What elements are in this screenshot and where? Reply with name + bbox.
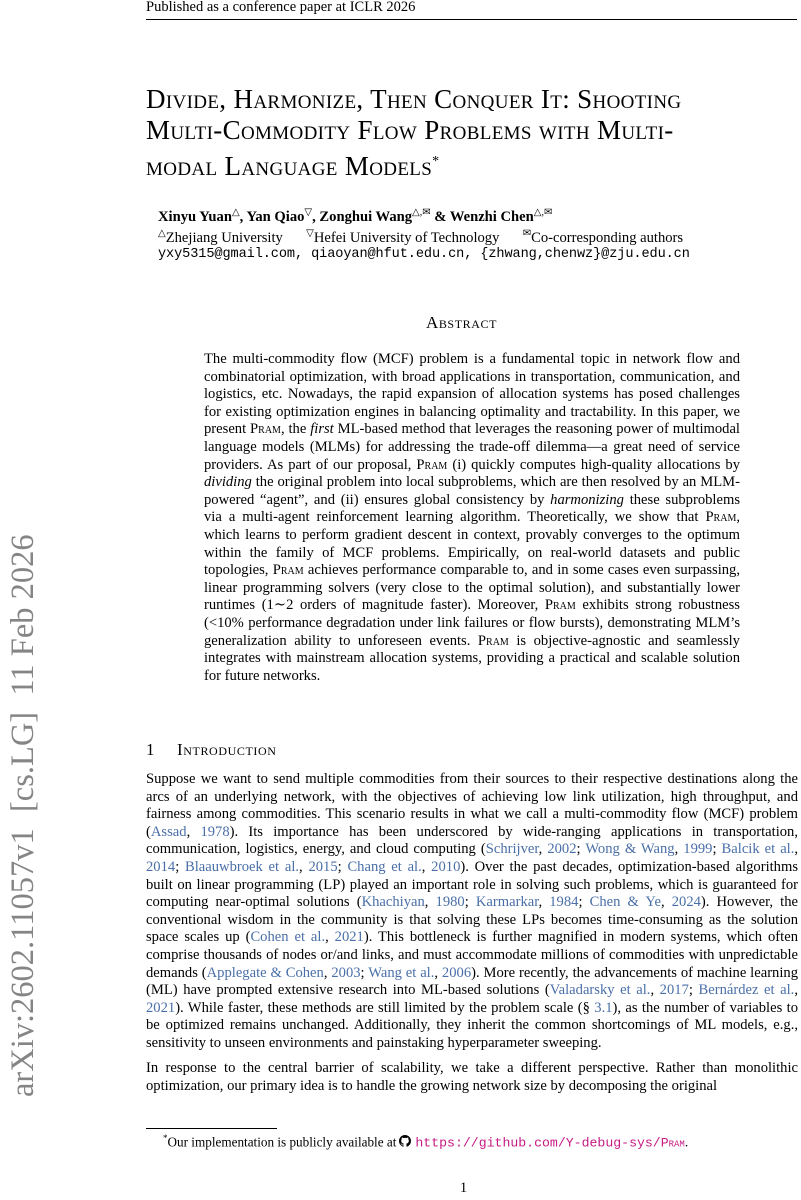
author-affil-mark: ▽: [304, 207, 313, 218]
body-text: ). Its importance has been underscored by wide-ranging applications in transportation, communication, logistics, energy, and cloud computing (: [146, 823, 799, 858]
abstract-text: the original problem into local subproblems, which are then resolved by an MLM-powered “agent”, and (ii) ensures global consistency by: [204, 474, 740, 508]
citation-year-link[interactable]: 2021: [146, 999, 176, 1016]
affiliation: Zhejiang University: [165, 229, 283, 246]
arxiv-stamp: [0, 0, 44, 1200]
title-line-1: Divide, Harmonize, Then Conquer It: Shooting: [146, 84, 682, 114]
affiliation: Co-corresponding authors: [531, 229, 684, 246]
affil-mark: ▽: [306, 228, 314, 239]
author-name: Xinyu Yuan: [158, 208, 232, 225]
footnote-end: .: [684, 1134, 689, 1150]
body-text: ). While faster, these methods are still limited by the problem scale (§: [175, 999, 595, 1016]
citation-year-link[interactable]: 1980: [435, 894, 465, 911]
page-number: 1: [459, 1180, 468, 1196]
citation-link[interactable]: Applegate & Cohen: [206, 964, 324, 981]
citation-link[interactable]: Cohen et al.: [250, 929, 326, 946]
section-number: 1: [146, 740, 155, 759]
citation-link[interactable]: Khachiyan: [361, 894, 425, 911]
affil-mark: △: [158, 228, 166, 239]
body-text: ). However, the conventional wisdom in the community is that solving these LPs becomes time-consuming as the solution space scales up (: [146, 894, 798, 946]
introduction-body: [146, 771, 798, 1095]
abstract-text: , the: [280, 421, 311, 438]
arxiv-stamp-text: arXiv:2602.11057v1 [cs.LG] 11 Feb 2026: [5, 534, 41, 1097]
citation-link[interactable]: Chang et al.: [347, 858, 422, 875]
citation-link[interactable]: Blaauwbroek et al.: [185, 858, 300, 875]
citation-year-link[interactable]: 2017: [659, 982, 689, 999]
citation-link[interactable]: Assad: [150, 823, 187, 840]
citation-year-link[interactable]: 2024: [671, 894, 701, 911]
abstract-text: , which learns to perform gradient descent in context, provably converges to the optimum within the family of MCF problems. Empirically, on real-world datasets and public topologies,: [204, 509, 740, 579]
method-name: Pram: [272, 562, 304, 579]
footnote-mark: *: [163, 1133, 168, 1143]
repository-link[interactable]: https://github.com/Y-debug-sys/Pram: [415, 1135, 685, 1151]
author-name: Yan Qiao: [246, 208, 305, 225]
running-header: Published as a conference paper at ICLR 2026: [146, 0, 416, 15]
citation-link[interactable]: Schrijver: [485, 841, 539, 858]
footnote-rule: [146, 1128, 277, 1129]
abstract-text: exhibits strong robustness (<10% performance degradation under link failures or flow bursts), demonstrating MLM’s generalization ability to unforeseen events.: [204, 597, 740, 649]
emphasis: harmonizing: [550, 491, 624, 508]
github-icon: [399, 1135, 411, 1147]
method-name: Pram: [477, 632, 509, 649]
author-name: Zonghui Wang: [319, 208, 413, 225]
author-affil-mark: △: [231, 207, 240, 218]
citation-year-link[interactable]: 2010: [431, 858, 461, 875]
body-text: Suppose we want to send multiple commodities from their sources to their respective destinations along the arcs of an underlying network, with the objectives of achieving low link utilization, high throughput, and fairness among commodities. This scenario results in what we call a multi-commodity flow (MCF) problem (: [146, 771, 798, 840]
title-line-3: [146, 146, 801, 181]
emphasis: dividing: [204, 474, 252, 491]
body-text: ). Over the past decades, optimization-based algorithms built on linear programming (LP) played an important role in solving such problems, which is guaranteed for computing near-optimal solutions (: [146, 858, 798, 911]
affiliation: Hefei University of Technology: [313, 229, 500, 246]
author-name: Wenzhi Chen: [449, 208, 534, 225]
affiliations: [158, 228, 683, 247]
citation-link[interactable]: Valadarsky et al.: [549, 982, 651, 999]
method-name: Pram: [250, 421, 281, 438]
abstract-text: is objective-agnostic and seamlessly integrates with mainstream allocation systems, providing a practical and scalable solution for future networks.: [204, 632, 740, 684]
citation-link[interactable]: Karmarkar: [475, 894, 539, 911]
method-name: Pram: [416, 456, 448, 473]
author-affil-mark: △,✉: [533, 207, 553, 218]
abstract-text: The multi-commodity flow (MCF) problem is a fundamental topic in network flow and combinatorial optimization, with broad applications in transportation, communication, and logistics, etc. Nowadays, the rapid expansion of allocation systems has posed challenges for existing optimization engines in balancing optimality and tractability. In this paper, we present: [204, 351, 740, 438]
section-title: Introduction: [177, 740, 277, 759]
abstract-heading: Abstract: [425, 313, 498, 332]
abstract-text: achieves performance comparable to, and in some cases even surpassing, linear programming solvers (very close to the optimal solution), and substantially lower runtimes (1∼2 orders of magnitude faster). Moreover,: [204, 562, 740, 614]
author-affil-mark: △,✉: [412, 207, 431, 218]
citation-year-link[interactable]: 2006: [441, 964, 472, 981]
paper-title: [146, 84, 801, 181]
citation-year-link[interactable]: 2014: [146, 858, 176, 875]
citation-year-link[interactable]: 2003: [331, 964, 361, 981]
title-line-3-text: modal Language Models: [146, 151, 433, 181]
abstract-text: these subproblems via a multi-agent reinforcement learning algorithm. Theoretically, we show that: [204, 491, 740, 526]
body-text: ). This bottleneck is further magnified in modern systems, which often comprise thousands of nodes or/and links, and must accommodate millions of commodities with unpredictable demands (: [146, 929, 798, 981]
affil-mark: ✉: [522, 228, 532, 239]
citation-link[interactable]: Balcik et al.: [721, 841, 795, 858]
paragraph: In response to the central barrier of scalability, we take a different perspective. Rather than monolithic optimization, our primary idea is to handle the growing network size by decomposing the original: [146, 1060, 798, 1094]
citation-year-link[interactable]: 2002: [547, 841, 577, 858]
method-name: Pram: [705, 509, 737, 526]
citation-link[interactable]: Wong & Wang: [585, 841, 675, 858]
citation-link[interactable]: Wang et al.: [368, 964, 435, 981]
title-footnote-mark: *: [432, 154, 440, 169]
abstract-body: [204, 351, 740, 685]
header-rule: [146, 19, 797, 20]
page-number-row: [0, 1180, 801, 1197]
citation-year-link[interactable]: 2021: [334, 929, 364, 946]
emphasis: first: [310, 421, 334, 438]
method-name: Pram: [544, 597, 576, 614]
paragraph: Suppose we want to send multiple commodities from their sources to their respective destinations along the arcs of an underlying network, with the objectives of achieving low link utilization, high throughput, and fairness among commodities. This scenario results in what we call a multi-commodity flow (MCF) problem (Assad, 1978). Its importance has been underscored by wide-ranging applications in transportation, communication, logistics, energy, and cloud computing (Schrijver, 2002; Wong & Wang, 1999; Balcik et al., 2014; Blaauwbroek et al., 2015; Chang et al., 2010). Over the past decades, optimization-based algorithms built on linear programming (LP) played an important role in solving such problems, which is guaranteed for computing near-optimal solutions (Khachiyan, 1980; Karmarkar, 1984; Chen & Ye, 2024). However, the conventional wisdom in the community is that solving these LPs becomes time-consuming as the solution space scales up (Cohen et al., 2021). This bottleneck is further magnified in modern systems, which often comprise thousands of nodes or/and links, and must accommodate millions of commodities with unpredictable demands (Applegate & Cohen, 2003; Wang et al., 2006). More recently, the advancements of machine learning (ML) have prompted extensive research into ML-based solutions (Valadarsky et al., 2017; Bernárdez et al., 2021). While faster, these methods are still limited by the problem scale (§ 3.1), as the number of variables to be optimized remains unchanged. Additionally, they inherit the common shortcomings of ML models, e.g., sensitivity to unseen environments and painstaking hyperparameter sweeping.: [146, 771, 799, 1051]
abstract-text: (i) quickly computes high-quality allocations by: [447, 456, 740, 473]
citation-year-link[interactable]: 1978: [200, 823, 230, 840]
author-emails: yxy5315@gmail.com, qiaoyan@hfut.edu.cn, {zhwang,chenwz}@zju.edu.cn: [158, 247, 690, 262]
citation-link[interactable]: Bernárdez et al.: [698, 982, 795, 999]
body-text: ). More recently, the advancements of machine learning (ML) have prompted extensive research into ML-based solutions (: [146, 964, 798, 999]
body-text: ), as the number of variables to be optimized remains unchanged. Additionally, they inherit the common shortcomings of ML models, e.g., sensitivity to unseen environments and painstaking hyperparameter sweeping.: [146, 999, 798, 1051]
citation-link[interactable]: Chen & Ye: [589, 894, 661, 911]
footnote-text: Our implementation is publicly available at: [167, 1134, 397, 1150]
citation-year-link[interactable]: 2015: [308, 858, 338, 875]
abstract-text: ML-based method that leverages the reasoning power of multimodal language models (MLMs) for addressing the trade-off dilemma—a great need of service providers. As part of our proposal,: [204, 421, 740, 473]
section-ref-link[interactable]: 3.1: [594, 999, 613, 1016]
citation-year-link[interactable]: 1999: [683, 841, 713, 858]
title-line-2: Multi-Commodity Flow Problems with Multi-: [146, 115, 674, 145]
citation-year-link[interactable]: 1984: [549, 894, 579, 911]
footnote: [163, 1133, 688, 1150]
author-list: Xinyu Yuan△, Yan Qiao▽, Zonghui Wang△,✉ & Wenzhi Chen△,✉: [158, 207, 553, 225]
